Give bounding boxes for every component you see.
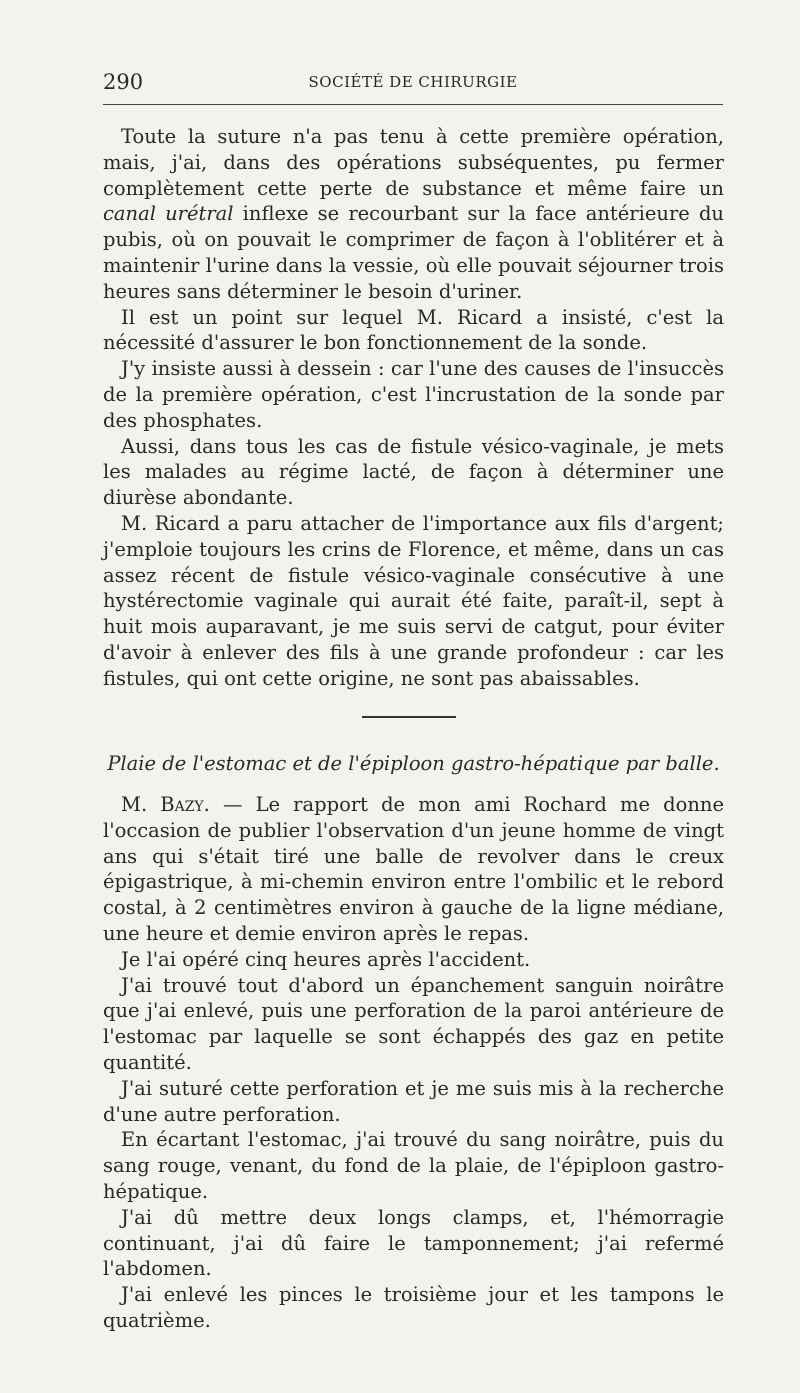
paragraph: Aussi, dans tous les cas de fistule vésico-vaginale, je mets les malades au régime lacté, de façon à déterminer une diurèse abondante. (103, 434, 724, 510)
paragraph: Je l'ai opéré cinq heures après l'accident. (121, 947, 531, 971)
paragraph: Toute la suture n'a pas tenu à cette première opération, mais, j'ai, dans des opérations subséquentes, pu fermer complètement cette perte de substance et même faire un canal urétral inflexe se recourbant sur la face antérieure du pubis, où on pouvait le comprimer de façon à l'oblitérer et à maintenir l'urine dans la vessie, où elle pouvait séjourner trois heures sans déterminer le besoin d'uriner. (103, 125, 724, 303)
paragraph: J'ai enlevé les pinces le troisième jour et les tampons le quatrième. (103, 1283, 724, 1332)
paragraph: J'y insiste aussi à dessein : car l'une des causes de l'insuccès de la première opération, c'est l'incrustation de la sonde par des phosphates. (103, 357, 724, 432)
paragraph: M. Ricard a paru attacher de l'importance aux fils d'argent; j'emploie toujours les crins de Florence, et même, dans un cas assez récent de fistule vésico-vaginale consécutive à une hystérectomie vaginale qui aurait été faite, paraît-il, sept à huit mois auparavant, je me suis servi de catgut, pour éviter d'avoir à enlever des fils à une grande profondeur : car les fistules, qui ont cette origine, ne sont pas abaissables. (103, 511, 724, 690)
paragraph: J'ai dû mettre deux longs clamps, et, l'hémorragie continuant, j'ai dû faire le tamponnement; j'ai refermé l'abdomen. (103, 1205, 724, 1281)
paragraph: J'ai trouvé tout d'abord un épanchement sanguin noirâtre que j'ai enlevé, puis une perforation de la paroi antérieure de l'estomac par laquelle se sont échappés des gaz en petite quantité. (103, 973, 724, 1074)
running-head: SOCIÉTÉ DE CHIRURGIE (308, 73, 518, 91)
section-title: Plaie de l'estomac et de l'épiploon gastro-hépatique par balle. (107, 752, 720, 775)
speaker-name: M. Bazy. (121, 793, 210, 816)
page-header (103, 66, 723, 96)
paragraph: En écartant l'estomac, j'ai trouvé du sang noirâtre, puis du sang rouge, venant, du fond de la plaie, de l'épiploon gastro-hépatique. (103, 1128, 724, 1203)
section-separator (362, 716, 456, 718)
page-number: 290 (103, 70, 144, 94)
header-rule (103, 104, 723, 105)
paragraph: Il est un point sur lequel M. Ricard a insisté, c'est la nécessité d'assurer le bon fonctionnement de la sonde. (103, 305, 724, 355)
paragraph: J'ai suturé cette perforation et je me suis mis à la recherche d'une autre perforation. (103, 1076, 724, 1126)
emphasis: canal urétral (103, 202, 234, 226)
paragraph: M. Bazy. — Le rapport de mon ami Rochard me donne l'occasion de publier l'observation d'un jeune homme de vingt ans qui s'était tiré une balle de revolver dans le creux épigastrique, à mi-chemin environ entre l'ombilic et le rebord costal, à 2 centimètres environ à gauche de la ligne médiane, une heure et demie environ après le repas. (103, 793, 724, 945)
text-block-2 (103, 792, 724, 1334)
text-block-1 (103, 124, 724, 692)
